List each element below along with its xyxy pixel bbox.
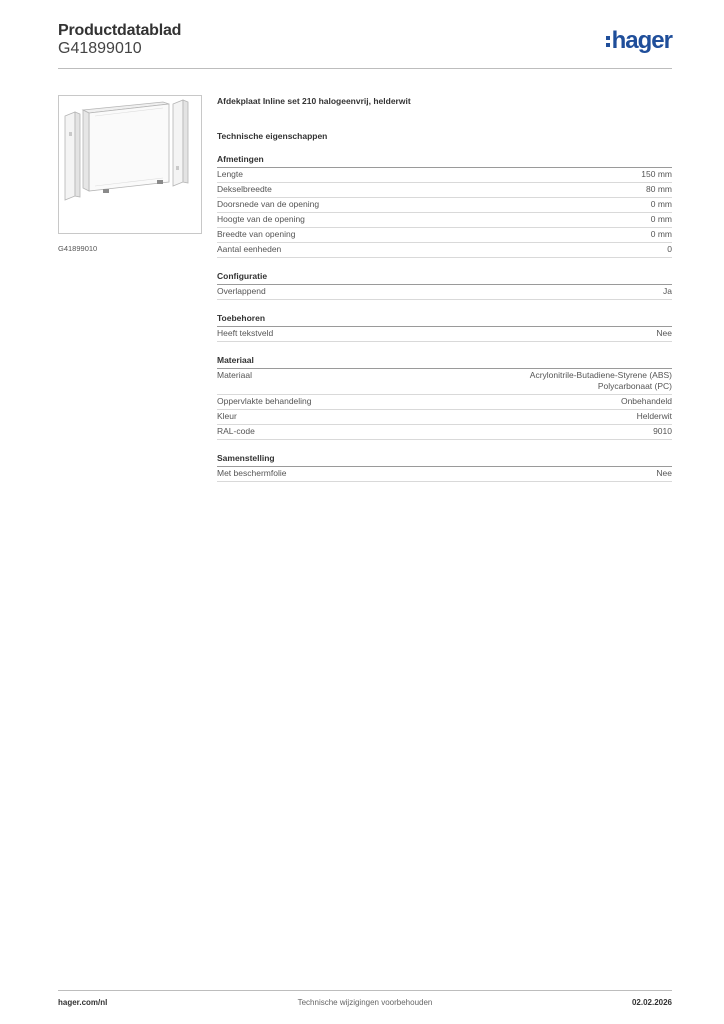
- spec-value-line: Polycarbonaat (PC): [597, 381, 672, 391]
- section-samenstelling: [217, 453, 672, 482]
- spec-value: 0: [667, 244, 672, 254]
- product-details: [217, 95, 672, 482]
- spec-row: [217, 425, 672, 440]
- spec-value: Nee: [656, 328, 672, 338]
- spec-label: Dekselbreedte: [217, 184, 272, 194]
- footer-disclaimer: Technische wijzigingen voorbehouden: [297, 998, 433, 1007]
- spec-row: [217, 183, 672, 198]
- section-title: Toebehoren: [217, 313, 672, 327]
- spec-value: 80 mm: [646, 184, 672, 194]
- spec-row: [217, 243, 672, 258]
- logo-dots-icon: [606, 36, 610, 47]
- section-title: Afmetingen: [217, 154, 672, 168]
- section-title: Materiaal: [217, 355, 672, 369]
- spec-row: [217, 228, 672, 243]
- page-header: [58, 20, 672, 68]
- spec-label: Oppervlakte behandeling: [217, 396, 312, 406]
- header-divider: [58, 68, 672, 69]
- spec-row: [217, 327, 672, 342]
- spec-row: [217, 198, 672, 213]
- section-configuratie: [217, 271, 672, 300]
- spec-value: 9010: [653, 426, 672, 436]
- spec-label: Breedte van opening: [217, 229, 296, 239]
- footer-date: 02.02.2026: [631, 998, 672, 1007]
- footer-divider: [58, 990, 672, 991]
- spec-row: [217, 285, 672, 300]
- logo-text: hager: [611, 27, 672, 54]
- section-toebehoren: [217, 313, 672, 342]
- section-afmetingen: [217, 154, 672, 258]
- spec-row: [217, 410, 672, 425]
- spec-value: Nee: [656, 468, 672, 478]
- spec-label: Lengte: [217, 169, 243, 179]
- tech-properties-title: Technische eigenschappen: [217, 131, 328, 141]
- spec-label: Doorsnede van de opening: [217, 199, 320, 209]
- spec-value: [530, 370, 672, 392]
- spec-value: Helderwit: [636, 411, 672, 421]
- document-title: Productdatablad: [58, 22, 182, 39]
- spec-row: [217, 395, 672, 410]
- website-link[interactable]: hager.com/nl: [58, 998, 108, 1007]
- spec-value: 0 mm: [650, 199, 672, 209]
- spec-value: 0 mm: [650, 229, 672, 239]
- cover-plate-icon: [59, 96, 201, 233]
- hager-logo: [606, 27, 672, 55]
- section-title: Configuratie: [217, 271, 672, 285]
- spec-label: Met beschermfolie: [217, 468, 287, 478]
- product-code: G41899010: [58, 40, 142, 57]
- spec-label: Heeft tekstveld: [217, 328, 274, 338]
- spec-row: [217, 168, 672, 183]
- spec-label: Materiaal: [217, 370, 252, 380]
- spec-label: Kleur: [217, 411, 237, 421]
- spec-row: [217, 369, 672, 395]
- image-caption: G41899010: [58, 244, 98, 253]
- spec-label: Aantal eenheden: [217, 244, 282, 254]
- product-name: Afdekplaat Inline set 210 halogeenvrij, helderwit: [217, 96, 411, 106]
- spec-value: 150 mm: [641, 169, 672, 179]
- spec-label: RAL-code: [217, 426, 255, 436]
- spec-value-line: Acrylonitrile-Butadiene-Styrene (ABS): [529, 370, 672, 380]
- spec-row: [217, 467, 672, 482]
- section-title: Samenstelling: [217, 453, 672, 467]
- spec-label: Overlappend: [217, 286, 266, 296]
- spec-value: Onbehandeld: [620, 396, 672, 406]
- section-materiaal: [217, 355, 672, 440]
- spec-value: 0 mm: [650, 214, 672, 224]
- spec-row: [217, 213, 672, 228]
- product-image: [58, 95, 202, 234]
- spec-label: Hoogte van de opening: [217, 214, 305, 224]
- page-footer: [58, 998, 672, 1010]
- spec-value: Ja: [663, 286, 672, 296]
